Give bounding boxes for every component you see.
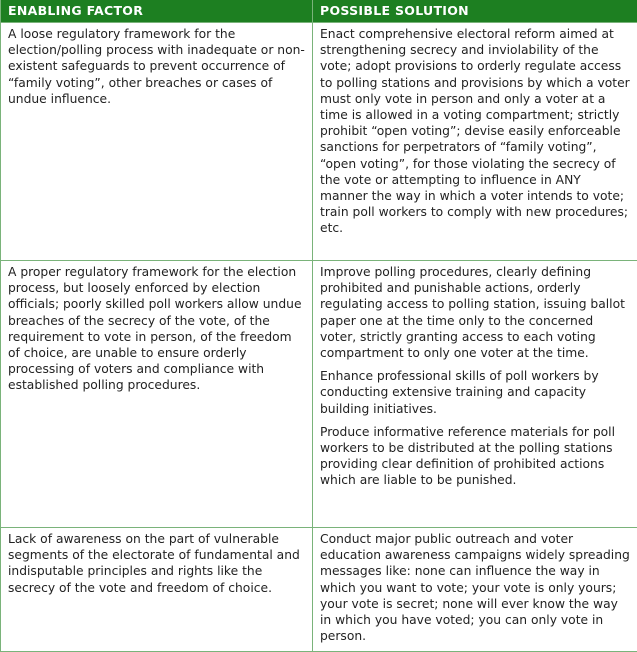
table-header-row [1,0,637,23]
factor-cell: A proper regulatory framework for the election process, but loosely enforced by election officials; poorly skilled poll workers allow undue breaches of the secrecy of the vote, of the requirement to vote in person, of the freedom of choice, are unable to ensure orderly processing of voters and compliance with established polling procedures. [1,261,313,528]
solution-paragraph: Produce informative reference materials for poll workers to be distributed at the polling stations providing clear definition of prohibited actions which are liable to be punished. [320,424,615,488]
table-row [1,528,637,652]
table-row [1,261,637,528]
table-row [1,23,637,261]
factor-cell: A loose regulatory framework for the election/polling process with inadequate or non-existent safeguards to prevent occurrence of “family voting”, other breaches or cases of undue influence. [1,23,313,261]
header-possible-solution: POSSIBLE SOLUTION [313,0,637,23]
factor-cell: Lack of awareness on the part of vulnerable segments of the electorate of fundamental and indisputable principles and rights like the secrecy of the vote and freedom of choice. [1,528,313,652]
solution-cell [313,528,637,652]
solution-paragraph: Enact comprehensive electoral reform aimed at strengthening secrecy and inviolability of the vote; adopt provisions to orderly regulate access to polling stations and provisions by which a voter must only vote in person and only a voter at a time is allowed in a voting compartment; strictly prohibit “open voting”; devise easily enforceable sanctions for perpetrators of “family voting”, “open voting”, for those violating the secrecy of the vote or attempting to influence in ANY manner the way in which a voter intends to vote; train poll workers to comply with new procedures; etc. [320,27,630,236]
solution-paragraph: Conduct major public outreach and voter education awareness campaigns widely spreading messages like: none can influence the way in which you want to vote; your vote is only yours; your vote is secret; none will ever know the way in which you have voted; you can only vote in person. [320,532,630,644]
solution-paragraph: Improve polling procedures, clearly defining prohibited and punishable actions, orderly regulating access to polling station, issuing ballot paper one at the time only to the concerned voter, strictly granting access to each voting compartment to only one voter at the time. [320,265,625,361]
solution-cell [313,261,637,528]
solution-cell [313,23,637,261]
header-enabling-factor: ENABLING FACTOR [1,0,313,23]
solution-paragraph: Enhance professional skills of poll workers by conducting extensive training and capacity building initiatives. [320,369,599,416]
